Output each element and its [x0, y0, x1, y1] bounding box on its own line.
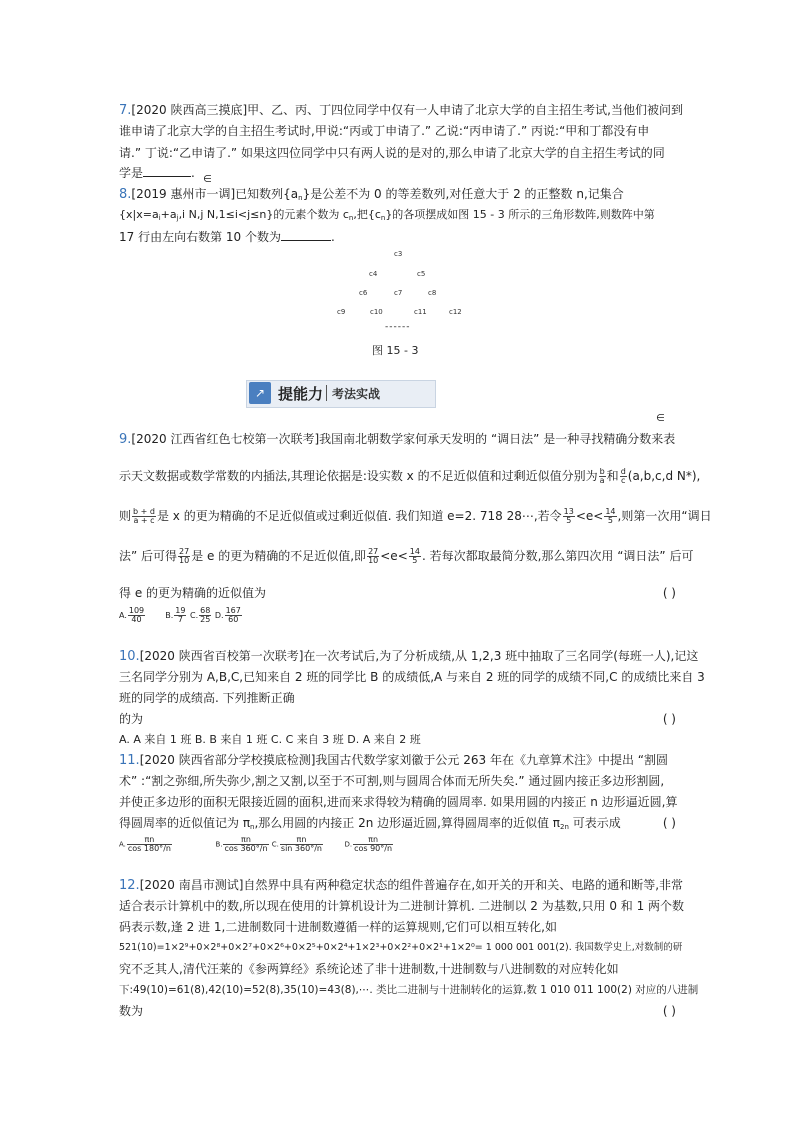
growth-arrow-icon: ↗	[249, 382, 271, 404]
q8-line3: 17 行由左向右数第 10 个数为 .	[119, 230, 335, 244]
q12-line2: 适合表示计算机中的数,所以现在使用的计算机设计为二进制计算机. 二进制以 2 为基数,只用 0 和 1 两个数	[119, 899, 685, 913]
option-d-expression: $\frac{\pi n}{\cos 90^\circ/n}$	[354, 835, 393, 853]
banner-title: 提能力	[278, 385, 324, 403]
q8-marker: ∈	[203, 174, 212, 185]
q11-line4: 得圆周率的近似值记为 $\pi_n$,那么用圆的内接正 2n 边形逼近圆,算得圆周率的近似值 $\pi_{2n}$ 可表示成	[119, 816, 621, 831]
fraction-14-5: $\frac{14}{5}$	[605, 507, 616, 525]
q7-number: 7.	[119, 103, 132, 118]
fraction-b-over-a: $\frac{b}{a}$	[599, 467, 605, 485]
q7-line2: 谁申请了北京大学的自主招生考试时,甲说:“丙或丁申请了.” 乙说:“丙申请了.” 丙说:“甲和丁都没有申	[119, 124, 650, 138]
q11-line3: 并使正多边形的面积无限接近圆的面积,进而来求得较为精确的圆周率. 如果用圆的内接正 n 边形逼近圆,算	[119, 795, 678, 809]
q9-line5: 得 e 的更为精确的近似值为	[119, 586, 267, 600]
q8-number: 8.	[119, 187, 132, 202]
q8-line2: {$x|x=a_i+a_j,i$ N,j N,1≤i<j≤n}的元素个数为 $c_n$,把$\{c_n\}$的各项摆成如图 15 - 3 所示的三角形数阵,则数阵中第	[119, 208, 655, 222]
q8-answer-blank	[281, 228, 331, 241]
q12-line3: 码表示数,逢 2 进 1,二进制数同十进制数遵循一样的运算规则,它们可以相互转化,如	[119, 920, 557, 934]
triangle-c6: c6	[359, 289, 368, 297]
q10-line1: 10.[2020 陕西省百校第一次联考]在一次考试后,为了分析成绩,从 1,2,3 班中抽取了三名同学(每班一人),记这	[119, 649, 699, 664]
option-d-fraction: $\frac{167}{60}$	[225, 606, 241, 624]
q9-answer-paren: ( )	[662, 586, 676, 600]
q9-line2: 示天文数据或数学常数的内插法,其理论依据是:设实数 x 的不足近似值和过剩近似值分别为 $\frac{b}{a}$ 和 $\frac{d}{c}$ (a,b,c,d N*),	[119, 467, 701, 485]
figure-caption: 图 15 - 3	[372, 344, 419, 357]
option-b-expression: $\frac{\pi n}{\cos 360^\circ/n}$	[224, 835, 268, 853]
option-b-fraction: $\frac{19}{7}$	[175, 606, 186, 624]
q12-line1: 12.[2020 南昌市测试]自然界中具有两种稳定状态的组件普遍存在,如开关的开和关、电路的通和断等,非常	[119, 878, 684, 893]
q12-line7: 数为	[119, 1004, 144, 1018]
banner-subtitle: 考法实战	[332, 387, 381, 401]
option-c-fraction: $\frac{68}{25}$	[200, 606, 211, 624]
option-a-expression: $\frac{\pi n}{\cos 180^\circ/n}$	[127, 835, 171, 853]
q11-options: A. $\frac{\pi n}{\cos 180^\circ/n}$ B. $\frac{\pi n}{\cos 360^\circ/n}$ C. $\frac{\pi n}{\sin 360^\circ/n}$ D. $\frac{\pi n}{\cos 90^\circ/n}$	[119, 835, 393, 853]
q7-answer-blank	[143, 164, 191, 177]
q10-answer-paren: ( )	[662, 712, 676, 726]
q10-line4: 的为	[119, 712, 144, 726]
q11-number: 11.	[119, 753, 140, 768]
triangle-c9: c9	[337, 308, 346, 316]
q9-line3: 则 $\frac{b + d}{a + c}$ 是 x 的更为精确的不足近似值或过剩近似值. 我们知道 e=2. 718 28⋯,若令 $\frac{13}{5}$ <e< $\frac{14}{5}$ ,则第一次用“调日	[119, 507, 712, 525]
triangle-c4: c4	[369, 270, 378, 278]
triangle-c7: c7	[394, 289, 403, 297]
triangle-c8: c8	[428, 289, 437, 297]
q10-line3: 班的同学的成绩高. 下列推断正确	[119, 691, 295, 705]
option-a-fraction: $\frac{109}{40}$	[128, 606, 145, 624]
fraction-14-5-b: $\frac{14}{5}$	[409, 547, 420, 565]
section-banner	[246, 380, 434, 406]
q7-line3: 请.” 丁说:“乙申请了.” 如果这四位同学中只有两人说的是对的,那么申请了北京大学的自主招生考试的同	[119, 146, 665, 160]
q11-answer-paren: ( )	[662, 816, 676, 830]
fraction-mediant: $\frac{b + d}{a + c}$	[133, 507, 155, 525]
q9-marker: ∈	[656, 413, 665, 424]
q11-line1: 11.[2020 陕西省部分学校摸底检测]我国古代数学家刘徽于公元 263 年在《九章算术注》中提出 “割圆	[119, 753, 668, 768]
option-c-expression: $\frac{\pi n}{\sin 360^\circ/n}$	[280, 835, 322, 853]
triangle-c12: c12	[449, 308, 462, 316]
q12-number: 12.	[119, 878, 140, 893]
q12-line4: 521(10)=1×2⁹+0×2⁸+0×2⁷+0×2⁶+0×2⁵+0×2⁴+1×2³+0×2²+0×2¹+1×2⁰= 1 000 001 001(2). 我国数学史上,对数制的研	[119, 942, 683, 953]
q10-line2: 三名同学分别为 A,B,C,已知来自 2 班的同学比 B 的成绩低,A 与来自 2 班的同学的成绩不同,C 的成绩比来自 3	[119, 670, 705, 684]
q12-answer-paren: ( )	[662, 1004, 676, 1018]
q9-line1: 9.[2020 江西省红色七校第一次联考]我国南北朝数学家何承天发明的 “调日法” 是一种寻找精确分数来表	[119, 432, 676, 447]
q7-line4: 学是 .	[119, 166, 195, 180]
triangle-c5: c5	[417, 270, 426, 278]
fraction-27-10-b: $\frac{27}{10}$	[368, 547, 379, 565]
triangle-c3: c3	[394, 250, 403, 258]
q12-line5: 究不乏其人,清代汪莱的《参两算经》系统论述了非十进制数,十进制数与八进制数的对应转化如	[119, 962, 619, 976]
fraction-27-10: $\frac{27}{10}$	[179, 547, 190, 565]
fraction-13-5: $\frac{13}{5}$	[563, 507, 574, 525]
q11-line2: 术” :“割之弥细,所失弥少,割之又割,以至于不可割,则与圆周合体而无所失矣.” 通过圆内接正多边形割圆,	[119, 774, 665, 788]
q9-number: 9.	[119, 432, 132, 447]
fraction-d-over-c: $\frac{d}{c}$	[620, 467, 626, 485]
q10-options: A. A 来自 1 班 B. B 来自 1 班 C. C 来自 3 班 D. A 来自 2 班	[119, 733, 421, 746]
q7-line1: 7.[2020 陕西高三摸底]甲、乙、丙、丁四位同学中仅有一人申请了北京大学的自主招生考试,当他们被问到	[119, 103, 683, 118]
triangle-c10: c10	[370, 308, 383, 316]
banner-divider	[326, 385, 327, 401]
q12-line6: 下:49(10)=61(8),42(10)=52(8),35(10)=43(8),⋯. 类比二进制与十进制转化的运算,数 1 010 011 100(2) 对应的八进制	[119, 984, 699, 996]
triangle-continuation: ------	[385, 322, 411, 332]
q9-options: A. $\frac{109}{40}$ B. $\frac{19}{7}$ C. $\frac{68}{25}$ D. $\frac{167}{60}$	[119, 606, 241, 624]
q8-line1: 8.[2019 惠州市一调]已知数列$\{a_n\}$是公差不为 0 的等差数列,对任意大于 2 的正整数 n,记集合	[119, 187, 624, 202]
triangle-c11: c11	[414, 308, 427, 316]
q9-line4: 法” 后可得 $\frac{27}{10}$ 是 e 的更为精确的不足近似值,即 $\frac{27}{10}$ <e< $\frac{14}{5}$ . 若每次都取最简分数,那么第四次用 “调日法” 后可	[119, 547, 694, 565]
q10-number: 10.	[119, 649, 140, 664]
